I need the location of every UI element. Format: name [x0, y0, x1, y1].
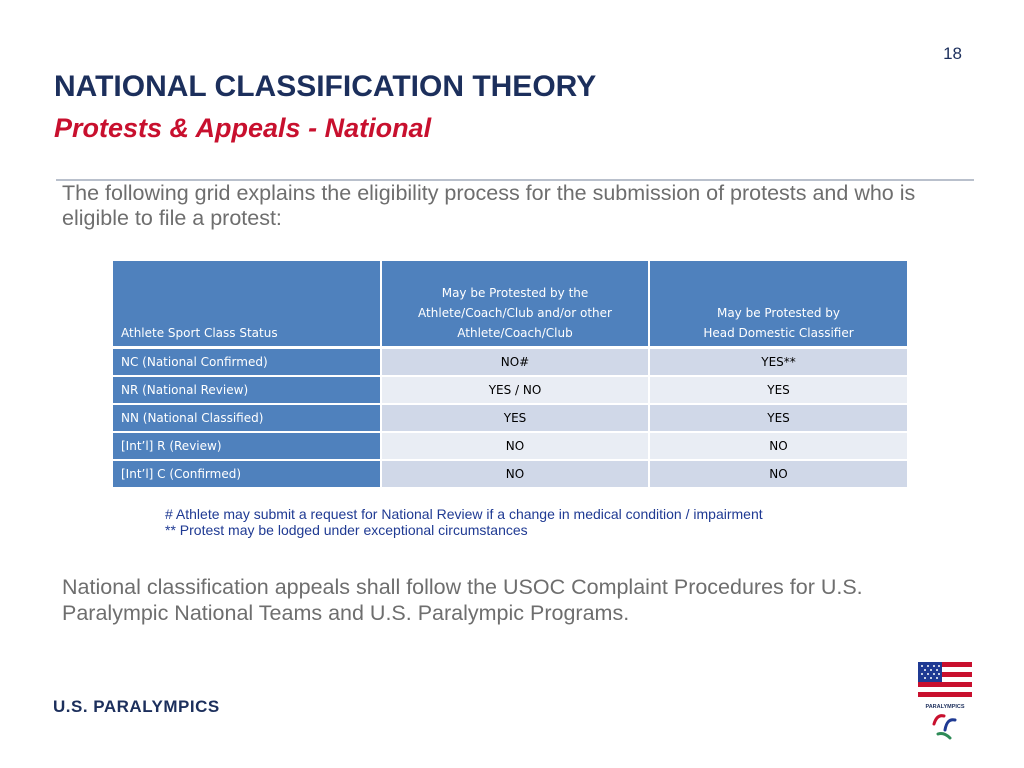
row-status-cell: NC (National Confirmed): [113, 348, 381, 377]
footnote-exceptional: ** Protest may be lodged under exceptional circumstances: [165, 522, 528, 538]
table-row: [113, 460, 907, 488]
page-number: 18: [943, 44, 962, 63]
row-classifier-protest-cell: NO: [649, 432, 907, 460]
appeals-text: National classification appeals shall follow the USOC Complaint Procedures for U.S. Paralympic National Teams and U.S. Paralympic Programs.: [62, 575, 863, 625]
table-row: [113, 376, 907, 404]
slide-subtitle: Protests & Appeals - National: [54, 113, 432, 143]
table-row: [113, 404, 907, 432]
row-status-cell: NN (National Classified): [113, 404, 381, 432]
brand-wordmark: U.S. PARALYMPICS: [53, 697, 220, 716]
header-protested-by-classifier: May be Protested by Head Domestic Classifier: [649, 261, 907, 348]
row-classifier-protest-cell: NO: [649, 460, 907, 488]
row-athlete-protest-cell: NO#: [381, 348, 649, 377]
header-protested-by-athlete: May be Protested by the Athlete/Coach/Club and/or other Athlete/Coach/Club: [381, 261, 649, 348]
table-row: [113, 348, 907, 377]
row-athlete-protest-cell: NO: [381, 460, 649, 488]
intro-text: The following grid explains the eligibility process for the submission of protests and who is eligible to file a protest:: [62, 181, 916, 230]
usa-flag-agitos-icon: [918, 662, 972, 742]
row-status-cell: [Int’l] C (Confirmed): [113, 460, 381, 488]
slide-title: NATIONAL CLASSIFICATION THEORY: [54, 70, 597, 103]
row-athlete-protest-cell: YES: [381, 404, 649, 432]
eligibility-grid: [113, 261, 907, 489]
paralympics-logo: [918, 662, 972, 742]
row-status-cell: NR (National Review): [113, 376, 381, 404]
table-row: [113, 432, 907, 460]
row-classifier-protest-cell: YES: [649, 404, 907, 432]
row-athlete-protest-cell: NO: [381, 432, 649, 460]
header-athlete-status: Athlete Sport Class Status: [113, 261, 381, 348]
footnote-national-review: # Athlete may submit a request for National Review if a change in medical condition / impairment: [165, 506, 763, 522]
grid-header-row: [113, 261, 907, 348]
logo-wordmark: PARALYMPICS: [925, 704, 965, 710]
row-athlete-protest-cell: YES / NO: [381, 376, 649, 404]
row-classifier-protest-cell: YES**: [649, 348, 907, 377]
row-status-cell: [Int’l] R (Review): [113, 432, 381, 460]
row-classifier-protest-cell: YES: [649, 376, 907, 404]
